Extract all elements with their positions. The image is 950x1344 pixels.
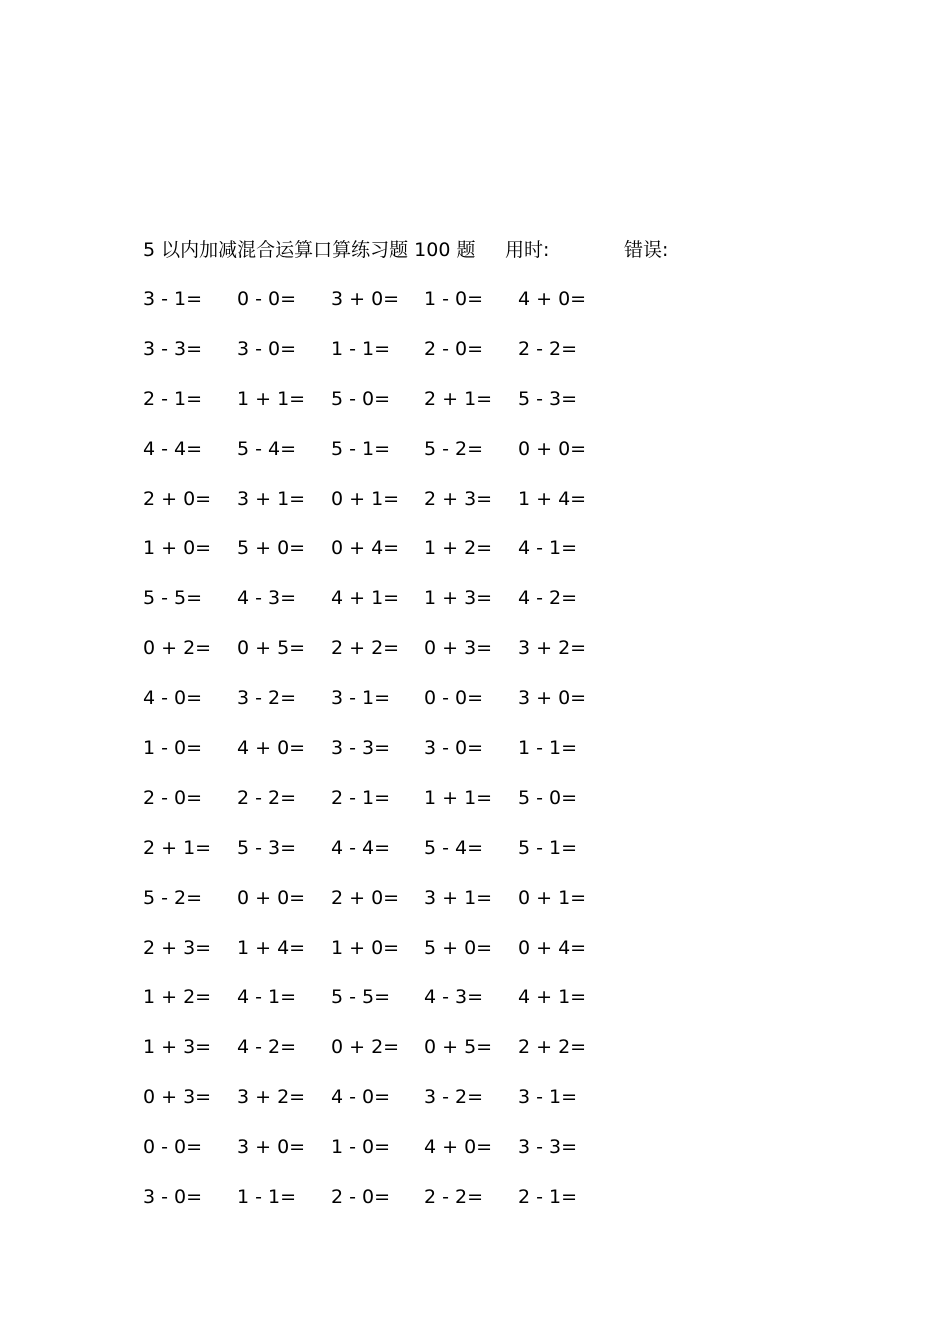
math-problem: 4 + 0= <box>424 1136 493 1159</box>
problem-row <box>143 1183 613 1233</box>
math-problem: 2 + 2= <box>331 637 400 660</box>
math-problem: 0 + 3= <box>424 637 493 660</box>
math-problem: 4 + 1= <box>331 587 400 610</box>
problem-row <box>143 385 613 435</box>
problem-grid <box>143 285 613 1233</box>
math-problem: 2 + 0= <box>331 886 400 909</box>
math-problem: 0 + 5= <box>237 637 306 660</box>
math-problem: 2 - 1= <box>518 1186 578 1209</box>
problem-row <box>143 1083 613 1133</box>
math-problem: 3 - 0= <box>143 1186 203 1209</box>
math-problem: 1 - 1= <box>518 737 578 760</box>
time-used-label: 用时: <box>505 239 550 261</box>
math-problem: 2 - 0= <box>331 1186 391 1209</box>
math-problem: 2 - 2= <box>237 786 297 809</box>
math-problem: 1 - 0= <box>331 1136 391 1159</box>
math-problem: 5 - 2= <box>424 437 484 460</box>
math-problem: 0 + 3= <box>143 1086 212 1109</box>
problem-row <box>143 884 613 934</box>
math-problem: 3 - 3= <box>331 737 391 760</box>
math-problem: 4 - 4= <box>331 836 391 859</box>
math-problem: 1 - 1= <box>237 1186 297 1209</box>
math-problem: 5 - 4= <box>424 836 484 859</box>
math-problem: 2 + 1= <box>424 387 493 410</box>
math-problem: 5 + 0= <box>424 936 493 959</box>
math-problem: 1 + 0= <box>331 936 400 959</box>
math-problem: 0 + 4= <box>331 537 400 560</box>
math-problem: 0 - 0= <box>143 1136 203 1159</box>
math-problem: 1 + 4= <box>237 936 306 959</box>
math-problem: 5 - 3= <box>518 387 578 410</box>
math-problem: 1 + 4= <box>518 487 587 510</box>
math-problem: 5 - 4= <box>237 437 297 460</box>
math-problem: 1 + 2= <box>424 537 493 560</box>
math-problem: 4 - 1= <box>518 537 578 560</box>
math-problem: 1 + 1= <box>237 387 306 410</box>
math-problem: 4 + 0= <box>518 288 587 310</box>
math-problem: 0 - 0= <box>237 288 297 310</box>
math-problem: 4 - 2= <box>518 587 578 610</box>
math-problem: 2 + 1= <box>143 836 212 859</box>
math-problem: 5 - 5= <box>331 986 391 1009</box>
math-problem: 2 + 3= <box>424 487 493 510</box>
problem-row <box>143 285 613 335</box>
math-problem: 4 - 4= <box>143 437 203 460</box>
math-problem: 3 + 0= <box>331 288 400 310</box>
problem-row <box>143 934 613 984</box>
math-problem: 4 + 1= <box>518 986 587 1009</box>
math-problem: 2 + 2= <box>518 1036 587 1059</box>
math-problem: 2 - 0= <box>424 337 484 360</box>
math-problem: 5 - 3= <box>237 836 297 859</box>
math-problem: 1 + 3= <box>424 587 493 610</box>
math-problem: 4 + 0= <box>237 737 306 760</box>
math-problem: 5 - 2= <box>143 886 203 909</box>
math-problem: 2 - 2= <box>518 337 578 360</box>
problem-row <box>143 335 613 385</box>
math-problem: 0 + 4= <box>518 936 587 959</box>
math-problem: 0 + 1= <box>331 487 400 510</box>
math-problem: 4 - 0= <box>143 687 203 710</box>
math-problem: 3 - 1= <box>518 1086 578 1109</box>
math-problem: 0 + 2= <box>331 1036 400 1059</box>
math-problem: 3 + 0= <box>237 1136 306 1159</box>
problem-row <box>143 534 613 584</box>
math-problem: 0 - 0= <box>424 687 484 710</box>
math-problem: 5 + 0= <box>237 537 306 560</box>
math-problem: 1 + 2= <box>143 986 212 1009</box>
math-problem: 5 - 0= <box>518 786 578 809</box>
math-problem: 2 + 3= <box>143 936 212 959</box>
math-problem: 0 + 1= <box>518 886 587 909</box>
math-problem: 3 - 1= <box>331 687 391 710</box>
math-problem: 3 + 2= <box>237 1086 306 1109</box>
math-problem: 0 + 0= <box>237 886 306 909</box>
problem-row <box>143 784 613 834</box>
math-problem: 1 - 0= <box>424 288 484 310</box>
worksheet-title: 5 以内加减混合运算口算练习题 100 题 <box>143 239 476 261</box>
math-problem: 0 + 5= <box>424 1036 493 1059</box>
math-problem: 1 - 0= <box>143 737 203 760</box>
math-problem: 3 + 2= <box>518 637 587 660</box>
math-problem: 1 + 0= <box>143 537 212 560</box>
math-problem: 0 + 2= <box>143 637 212 660</box>
worksheet-header <box>143 236 763 264</box>
math-problem: 3 - 3= <box>143 337 203 360</box>
math-problem: 2 - 1= <box>331 786 391 809</box>
math-problem: 0 + 0= <box>518 437 587 460</box>
math-problem: 4 - 3= <box>237 587 297 610</box>
problem-row <box>143 485 613 535</box>
math-problem: 2 + 0= <box>143 487 212 510</box>
problem-row <box>143 1133 613 1183</box>
math-problem: 3 + 1= <box>424 886 493 909</box>
math-problem: 4 - 1= <box>237 986 297 1009</box>
problem-row <box>143 834 613 884</box>
math-problem: 3 - 0= <box>424 737 484 760</box>
math-problem: 1 - 1= <box>331 337 391 360</box>
math-problem: 3 - 2= <box>237 687 297 710</box>
math-problem: 3 - 0= <box>237 337 297 360</box>
problem-row <box>143 1033 613 1083</box>
math-problem: 1 + 1= <box>424 786 493 809</box>
math-problem: 2 - 2= <box>424 1186 484 1209</box>
math-problem: 3 + 1= <box>237 487 306 510</box>
math-problem: 1 + 3= <box>143 1036 212 1059</box>
math-problem: 3 - 3= <box>518 1136 578 1159</box>
math-problem: 5 - 1= <box>518 836 578 859</box>
problem-row <box>143 983 613 1033</box>
math-problem: 4 - 2= <box>237 1036 297 1059</box>
math-problem: 5 - 5= <box>143 587 203 610</box>
math-problem: 4 - 3= <box>424 986 484 1009</box>
problem-row <box>143 634 613 684</box>
math-problem: 4 - 0= <box>331 1086 391 1109</box>
math-problem: 2 - 1= <box>143 387 203 410</box>
problem-row <box>143 684 613 734</box>
error-count-label: 错误: <box>624 239 669 261</box>
math-problem: 2 - 0= <box>143 786 203 809</box>
problem-row <box>143 584 613 634</box>
math-problem: 3 + 0= <box>518 687 587 710</box>
math-problem: 3 - 2= <box>424 1086 484 1109</box>
problem-row <box>143 734 613 784</box>
math-problem: 5 - 0= <box>331 387 391 410</box>
math-problem: 5 - 1= <box>331 437 391 460</box>
problem-row <box>143 435 613 485</box>
math-problem: 3 - 1= <box>143 288 203 310</box>
